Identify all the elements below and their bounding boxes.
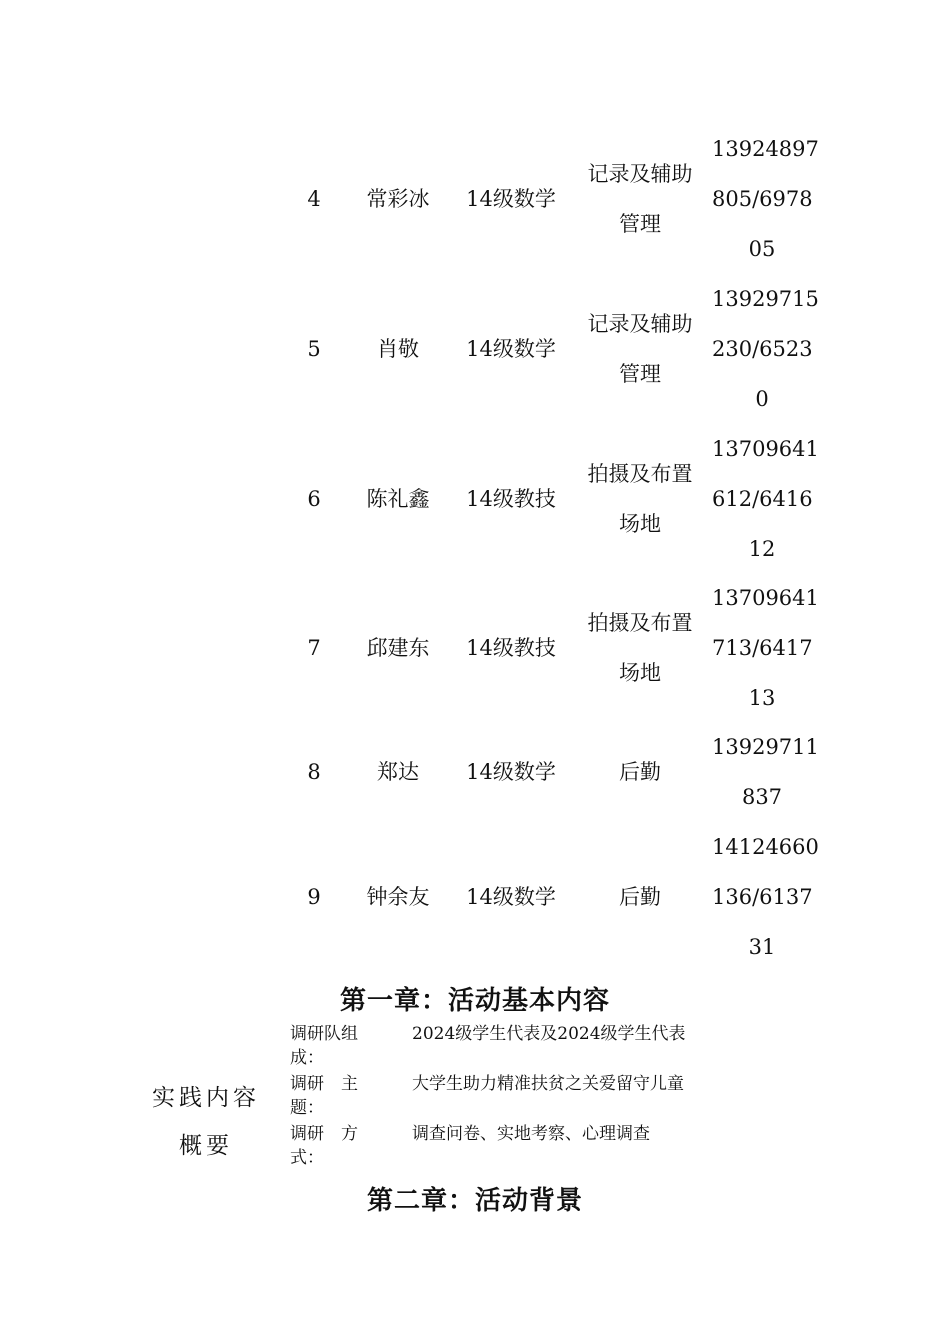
member-role-line: 拍摄及布置: [587, 611, 693, 635]
member-number: 4: [307, 187, 321, 211]
member-class: 14级数学: [466, 885, 556, 909]
chapter-heading: 第二章：活动背景: [366, 1186, 583, 1216]
member-phone-line: 837: [741, 785, 783, 809]
member-name: 陈礼鑫: [366, 487, 430, 511]
member-phone-line: 13: [748, 686, 776, 710]
summary-label-line: 调研 方: [290, 1124, 358, 1144]
table-row: [0, 573, 950, 723]
summary-label: [290, 1122, 376, 1170]
member-number: 8: [307, 760, 321, 784]
table-row: [0, 424, 950, 574]
member-number: 9: [307, 885, 321, 909]
chapter-heading: 第一章：活动基本内容: [339, 986, 610, 1016]
member-role-line: 管理: [619, 212, 661, 236]
member-name: 常彩冰: [366, 187, 430, 211]
member-phone-line: 230/6523: [712, 337, 813, 361]
member-class: 14级数学: [466, 187, 556, 211]
member-phone-line: 713/6417: [712, 636, 813, 660]
summary-title-line: 实践内容: [152, 1085, 260, 1111]
member-name: 郑达: [377, 760, 419, 784]
member-phone-line: 13929711: [712, 735, 819, 759]
member-phone-line: 13709641: [712, 437, 819, 461]
summary-label: [290, 1022, 376, 1070]
member-name: 肖敬: [377, 337, 419, 361]
member-role-line: 拍摄及布置: [587, 462, 693, 486]
member-phone-line: 136/6137: [712, 885, 813, 909]
table-row: [0, 124, 950, 274]
member-class: 14级教技: [466, 487, 556, 511]
member-name: 邱建东: [366, 636, 430, 660]
member-class: 14级数学: [466, 337, 556, 361]
member-number: 6: [307, 487, 321, 511]
member-name: 钟余友: [366, 885, 430, 909]
member-role-line: 场地: [619, 661, 661, 685]
member-role-line: 后勤: [619, 885, 661, 909]
summary-label-line: 式：: [290, 1148, 324, 1168]
member-phone-line: 13924897: [712, 137, 819, 161]
member-phone-line: 12: [748, 537, 776, 561]
member-class: 14级教技: [466, 636, 556, 660]
member-phone-line: 0: [755, 387, 769, 411]
summary-label-line: 调研 主: [290, 1074, 358, 1094]
member-phone-line: 14124660: [712, 835, 819, 859]
summary-label-line: 调研队组: [290, 1024, 358, 1044]
table-row: [0, 722, 950, 822]
member-phone-line: 612/6416: [712, 487, 813, 511]
member-class: 14级数学: [466, 760, 556, 784]
member-phone-line: 805/6978: [712, 187, 813, 211]
summary-title-line: 概要: [179, 1133, 233, 1159]
member-phone-line: 31: [748, 935, 776, 959]
summary-value: 大学生助力精准扶贫之关爱留守儿童: [412, 1074, 684, 1094]
member-role-line: 场地: [619, 512, 661, 536]
table-row: [0, 822, 950, 972]
member-role-line: 记录及辅助: [587, 162, 693, 186]
summary-label: [290, 1072, 376, 1120]
member-phone-line: 05: [748, 237, 776, 261]
member-phone-line: 13929715: [712, 287, 819, 311]
member-phone-line: 13709641: [712, 586, 819, 610]
member-role-line: 记录及辅助: [587, 312, 693, 336]
member-number: 5: [307, 337, 321, 361]
summary-value: 2024级学生代表及2024级学生代表: [412, 1024, 686, 1044]
member-role-line: 管理: [619, 362, 661, 386]
summary-value: 调查问卷、实地考察、心理调查: [412, 1124, 650, 1144]
summary-title: [150, 1074, 262, 1170]
table-row: [0, 274, 950, 424]
summary-label-line: 成：: [290, 1048, 324, 1068]
member-role-line: 后勤: [619, 760, 661, 784]
summary-label-line: 题：: [290, 1098, 324, 1118]
member-number: 7: [307, 636, 321, 660]
